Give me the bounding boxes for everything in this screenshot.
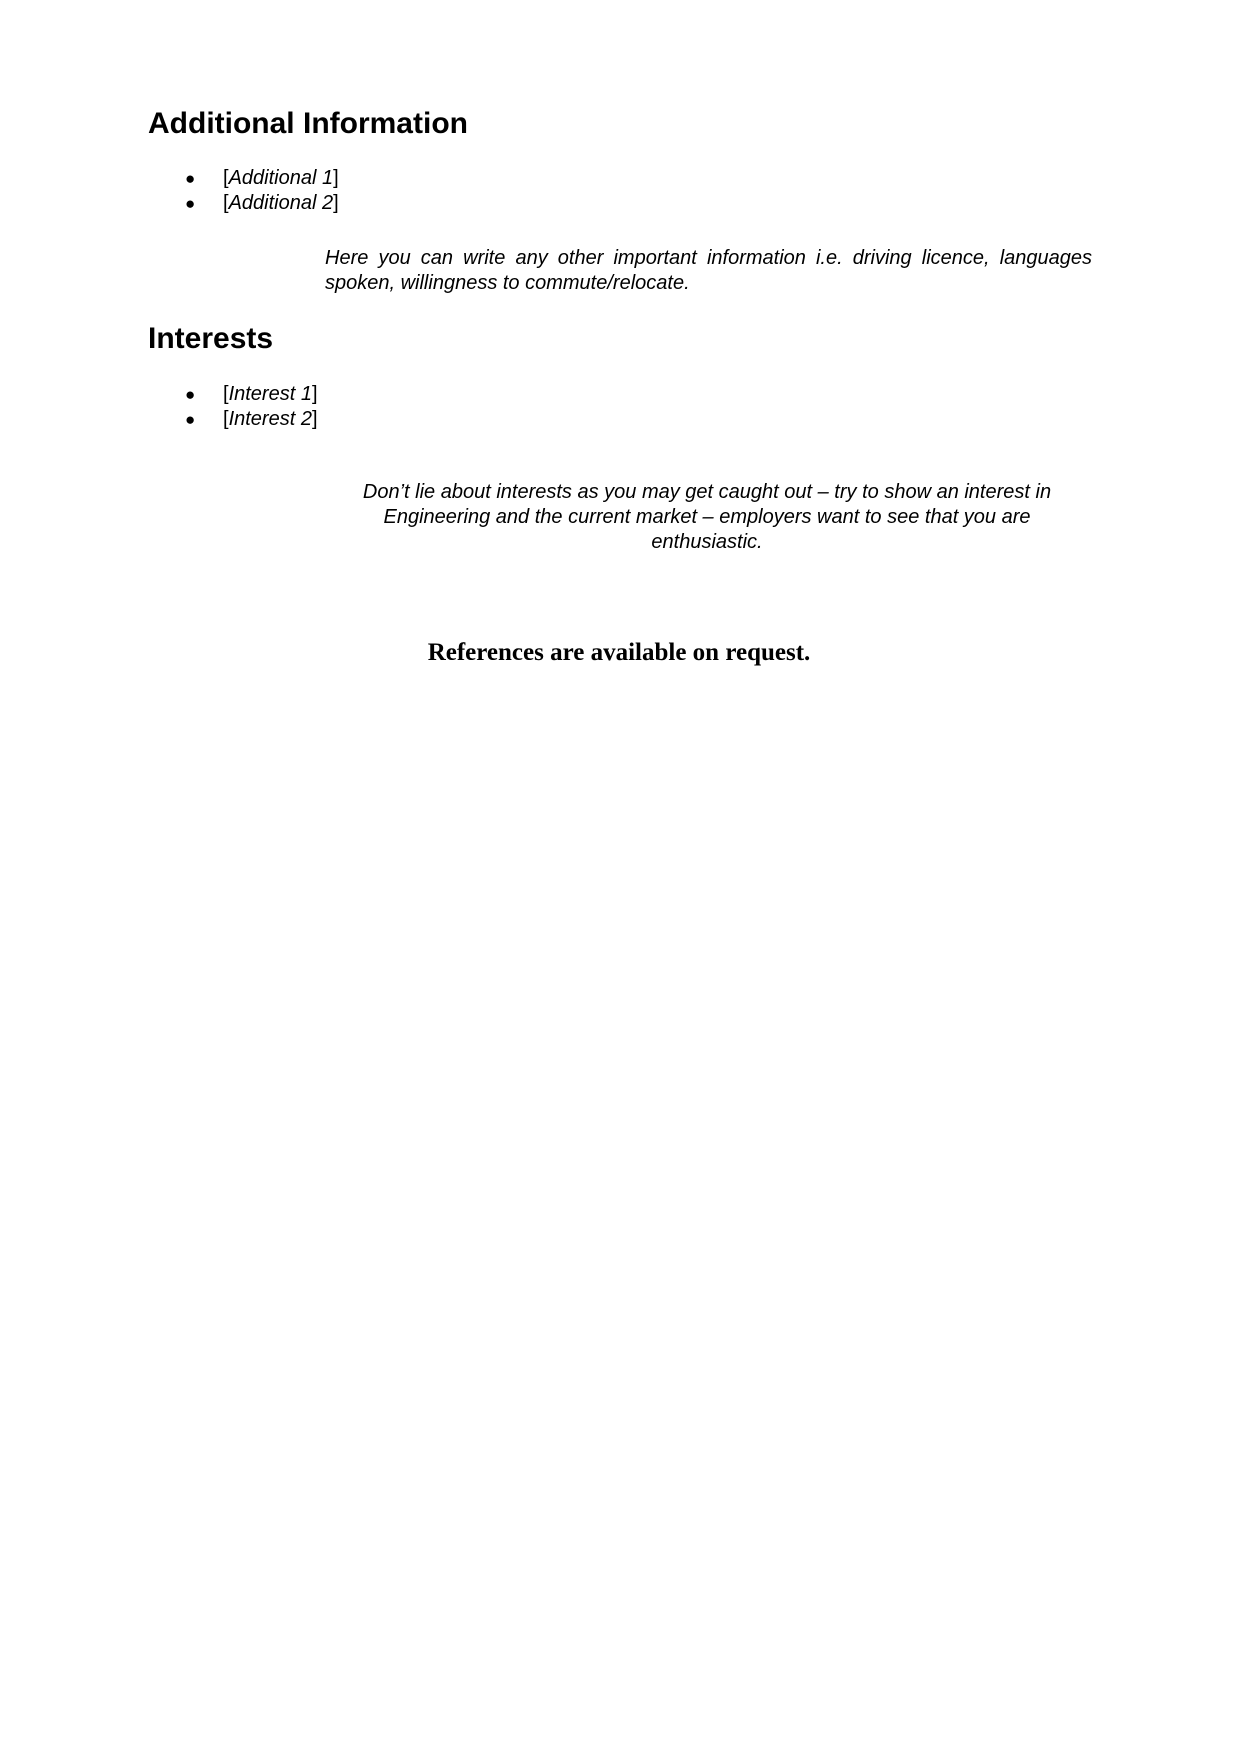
additional-guidance-note: Here you can write any other important information i.e. driving licence, languages spoken, willingness to commute/relocate. bbox=[325, 247, 1092, 294]
bracket-open: [ bbox=[223, 192, 229, 214]
bracket-close: ] bbox=[333, 167, 339, 189]
bracket-open: [ bbox=[223, 383, 229, 405]
references-statement: References are available on request. bbox=[427, 639, 811, 666]
bracket-close: ] bbox=[311, 408, 318, 430]
list-item-text: Additional 2 bbox=[228, 192, 334, 214]
additional-list bbox=[185, 166, 339, 216]
list-item-text: Interest 1 bbox=[228, 383, 312, 405]
bracket-open: [ bbox=[223, 408, 229, 430]
list-item bbox=[185, 407, 318, 432]
interests-list bbox=[185, 382, 318, 432]
bracket-close: ] bbox=[311, 383, 318, 405]
list-item bbox=[185, 191, 339, 216]
bullet-icon: ● bbox=[185, 169, 196, 188]
list-item-text: Interest 2 bbox=[228, 408, 312, 430]
bracket-close: ] bbox=[333, 192, 339, 214]
bracket-open: [ bbox=[223, 167, 229, 189]
list-item bbox=[185, 382, 318, 407]
bullet-icon: ● bbox=[185, 410, 196, 429]
section-heading-additional-information: Additional Information bbox=[148, 107, 468, 140]
list-item-text: Additional 1 bbox=[228, 167, 334, 189]
bullet-icon: ● bbox=[185, 194, 196, 213]
interests-guidance-note: Don’t lie about interests as you may get caught out – try to show an interest in Engineering and the current market – employers want to see that you are enthusiastic. bbox=[362, 481, 1052, 553]
bullet-icon: ● bbox=[185, 385, 196, 404]
list-item bbox=[185, 166, 339, 191]
section-heading-interests: Interests bbox=[148, 322, 274, 355]
